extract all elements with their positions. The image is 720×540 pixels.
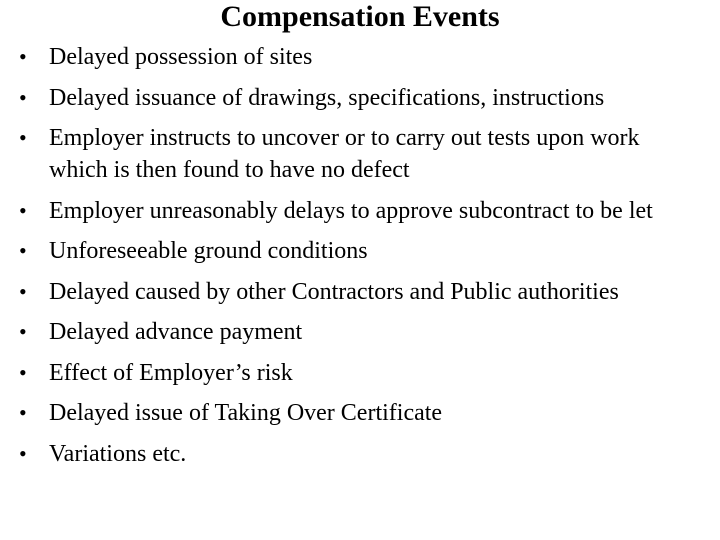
bullet-item: • Delayed issuance of drawings, specifications, instructions <box>0 82 720 114</box>
bullet-item: • Unforeseeable ground conditions <box>0 235 720 267</box>
bullet-item: • Delayed issue of Taking Over Certificate <box>0 397 720 429</box>
bullet-item: • Employer instructs to uncover or to carry out tests upon work which is then found to have no defect <box>0 122 720 186</box>
bullet-item: • Effect of Employer’s risk <box>0 357 720 389</box>
bullet-list <box>0 41 720 478</box>
bullet-item: • Delayed advance payment <box>0 316 720 348</box>
slide-title: Compensation Events <box>220 0 500 33</box>
bullet-item: • Employer unreasonably delays to approve subcontract to be let <box>0 195 720 227</box>
bullet-item: • Delayed possession of sites <box>0 41 720 73</box>
bullet-item: • Variations etc. <box>0 438 720 470</box>
bullet-item: • Delayed caused by other Contractors and Public authorities <box>0 276 720 308</box>
